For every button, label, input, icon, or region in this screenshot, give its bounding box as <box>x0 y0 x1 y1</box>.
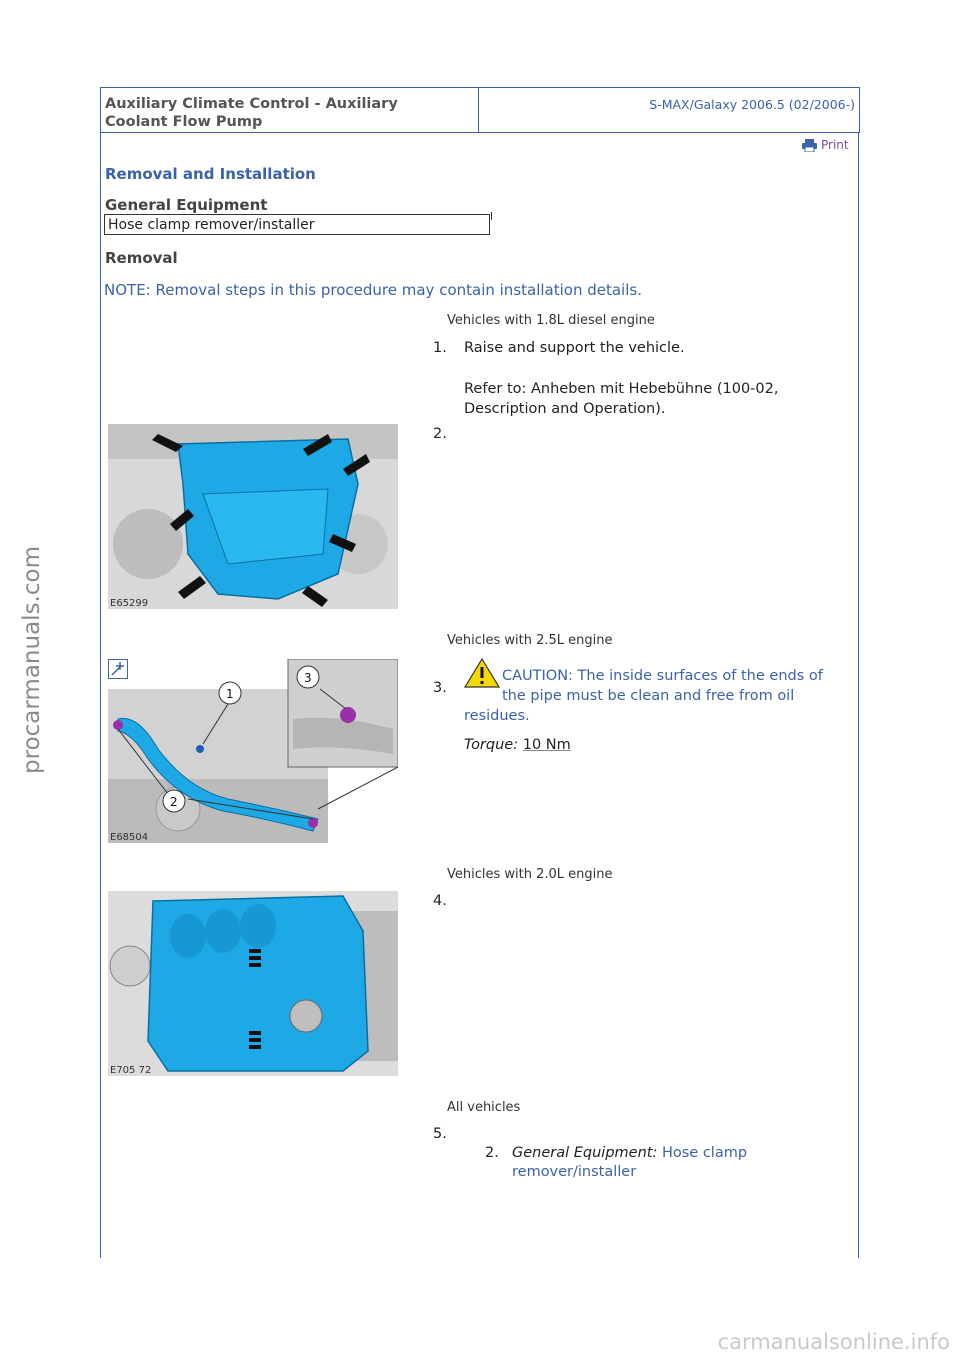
substep-number: 2. <box>485 1145 499 1161</box>
callout-1: 1 <box>226 687 234 701</box>
document-header <box>100 87 860 133</box>
condition-4: All vehicles <box>447 1100 521 1115</box>
step-5-number: 5. <box>433 1126 447 1142</box>
equipment-heading: General Equipment <box>105 196 268 214</box>
side-watermark <box>12 540 52 780</box>
step-2-number: 2. <box>433 426 447 442</box>
table-edge <box>491 212 492 220</box>
print-label[interactable]: Print <box>821 138 849 152</box>
undershield-illustration[interactable] <box>108 424 398 609</box>
step-1-number: 1. <box>433 340 447 356</box>
print-button[interactable] <box>802 138 849 152</box>
condition-3: Vehicles with 2.0L engine <box>447 867 613 882</box>
step-3-torque <box>464 737 571 753</box>
step-4-number: 4. <box>433 893 447 909</box>
callout-2: 2 <box>170 795 178 809</box>
section-title: Removal and Installation <box>105 165 316 183</box>
image-code-3: E705 72 <box>110 1065 152 1076</box>
page-title-line1: Auxiliary Climate Control - Auxiliary <box>105 96 398 112</box>
footer-watermark: carmanualsonline.info <box>717 1330 950 1354</box>
page-title-line2: Coolant Flow Pump <box>105 114 263 130</box>
substep-label: General Equipment: <box>512 1145 658 1161</box>
step-1-reference-line1[interactable]: Refer to: Anheben mit Hebebühne (100-02, <box>464 381 779 397</box>
equipment-link[interactable]: Hose clamp remover/installer <box>512 1145 748 1180</box>
step-1-reference[interactable] <box>464 379 778 419</box>
condition-2: Vehicles with 2.5L engine <box>447 633 613 648</box>
step-1-reference-line2: Description and Operation). <box>464 401 666 417</box>
step-5-substep <box>485 1144 825 1182</box>
torque-value: 10 Nm <box>522 737 571 753</box>
image-code-1: E65299 <box>110 598 149 609</box>
side-watermark-text: procarmanuals.com <box>19 546 45 774</box>
engine-cover-illustration[interactable] <box>108 891 398 1076</box>
step-1-text: Raise and support the vehicle. <box>464 340 685 356</box>
step-3-caution <box>464 666 844 726</box>
step-3-number: 3. <box>433 680 447 696</box>
model-label: S-MAX/Galaxy 2006.5 (02/2006-) <box>649 97 855 112</box>
caution-text: CAUTION: The inside surfaces of the ends of the pipe must be clean and free from oil residues. <box>464 668 823 724</box>
torque-label: Torque: <box>464 737 519 753</box>
condition-1: Vehicles with 1.8L diesel engine <box>447 313 655 328</box>
callout-3: 3 <box>304 671 312 685</box>
frame-left-border <box>100 132 101 1258</box>
frame-right-border <box>858 132 859 1258</box>
printer-icon <box>802 139 817 152</box>
warning-icon <box>464 658 500 688</box>
coolant-pipe-illustration[interactable] <box>108 659 398 843</box>
image-code-2: E68504 <box>110 832 149 843</box>
removal-note: NOTE: Removal steps in this procedure may contain installation details. <box>104 281 642 299</box>
page-title <box>101 88 479 132</box>
equipment-table-cell: Hose clamp remover/installer <box>104 214 490 235</box>
removal-heading: Removal <box>105 249 178 267</box>
